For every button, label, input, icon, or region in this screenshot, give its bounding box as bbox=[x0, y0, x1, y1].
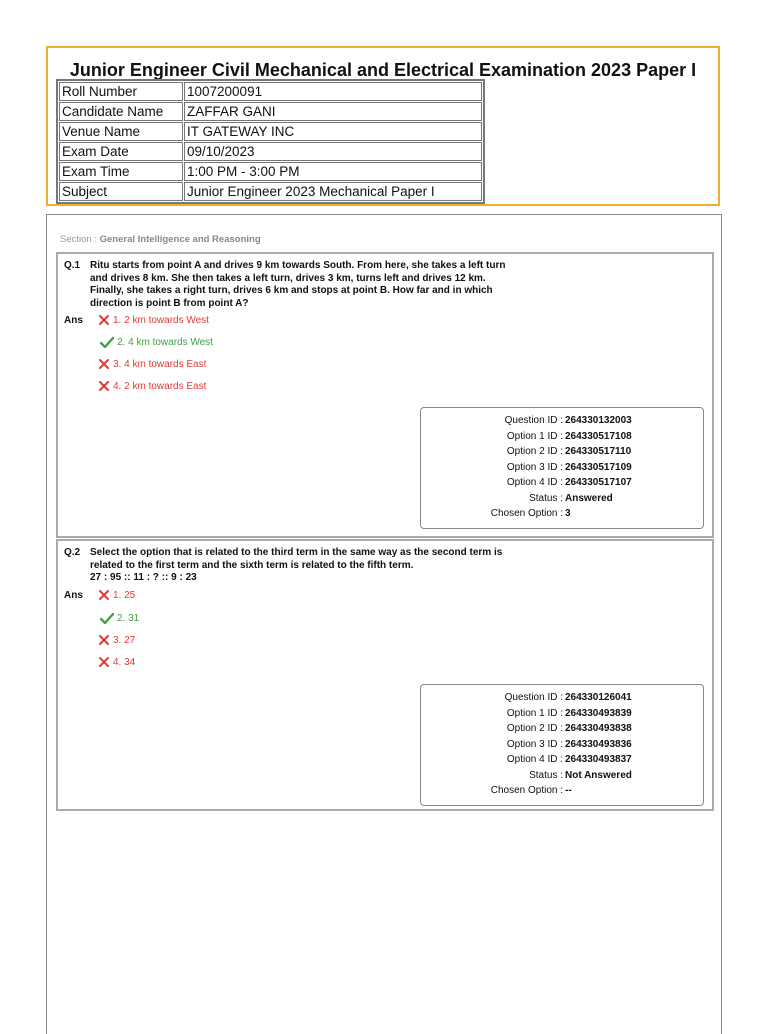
question-number: Q.1 bbox=[64, 260, 81, 271]
roll-number-value: 1007200091 bbox=[184, 82, 482, 101]
meta-key: Option 1 ID : bbox=[506, 430, 563, 442]
ans-label: Ans bbox=[64, 590, 83, 601]
table-row bbox=[59, 122, 482, 141]
meta-option-2-id bbox=[421, 721, 703, 736]
exam-date-label: Exam Date bbox=[59, 142, 183, 161]
option-text: 1. 2 km towards West bbox=[113, 314, 209, 326]
option-1 bbox=[98, 314, 209, 326]
option-4 bbox=[98, 656, 135, 668]
option-text: 2. 4 km towards West bbox=[117, 336, 213, 348]
option-2 bbox=[100, 612, 139, 624]
exam-title: Junior Engineer Civil Mechanical and Electrical Examination 2023 Paper I bbox=[69, 60, 697, 80]
meta-key: Option 2 ID : bbox=[506, 446, 563, 457]
meta-value: Not Answered bbox=[565, 769, 632, 781]
candidate-info-table bbox=[56, 79, 485, 204]
meta-value: 264330517108 bbox=[565, 430, 632, 442]
meta-key: Status : bbox=[529, 492, 563, 504]
section-name: General Intelligence and Reasoning bbox=[99, 234, 261, 245]
meta-option-4-id bbox=[421, 475, 703, 490]
table-row bbox=[59, 182, 482, 201]
meta-value: 264330126041 bbox=[565, 692, 632, 703]
meta-value: 264330493836 bbox=[565, 738, 632, 750]
meta-key: Option 3 ID : bbox=[506, 738, 563, 750]
cross-icon bbox=[98, 589, 110, 601]
meta-option-3-id bbox=[421, 460, 703, 475]
option-text: 2. 31 bbox=[117, 612, 140, 624]
meta-key: Question ID : bbox=[504, 415, 563, 426]
meta-value: 264330517110 bbox=[565, 446, 632, 457]
candidate-name-label: Candidate Name bbox=[59, 102, 183, 121]
subject-value: Junior Engineer 2023 Mechanical Paper I bbox=[184, 182, 482, 201]
exam-time-value: 1:00 PM - 3:00 PM bbox=[184, 162, 482, 181]
meta-key: Option 1 ID : bbox=[506, 707, 563, 719]
meta-question-id bbox=[421, 690, 703, 705]
option-text: 4. 34 bbox=[113, 656, 136, 668]
table-row bbox=[59, 82, 482, 101]
question-panel-1 bbox=[56, 252, 714, 538]
question-text-line: Select the option that is related to the third term in the same way as the second term is bbox=[90, 547, 503, 558]
meta-chosen-option bbox=[421, 783, 703, 798]
question-meta-box bbox=[420, 684, 704, 806]
candidate-name-value: ZAFFAR GANI bbox=[184, 102, 482, 121]
meta-status bbox=[421, 768, 703, 783]
option-text: 1. 25 bbox=[113, 589, 136, 601]
question-meta-box bbox=[420, 407, 704, 529]
meta-value: 264330517107 bbox=[565, 477, 632, 488]
roll-number-label: Roll Number bbox=[59, 82, 183, 101]
option-3 bbox=[98, 358, 206, 370]
question-number: Q.2 bbox=[64, 547, 81, 558]
option-text: 3. 4 km towards East bbox=[113, 358, 207, 370]
cross-icon bbox=[98, 314, 110, 326]
meta-value: -- bbox=[565, 785, 572, 796]
meta-option-4-id bbox=[421, 752, 703, 767]
option-text: 3. 27 bbox=[113, 634, 136, 646]
table-row bbox=[59, 162, 482, 181]
meta-value: Answered bbox=[565, 492, 613, 504]
meta-chosen-option bbox=[421, 506, 703, 521]
option-4 bbox=[98, 380, 206, 392]
ans-label: Ans bbox=[64, 315, 83, 326]
meta-option-3-id bbox=[421, 737, 703, 752]
exam-date-value: 09/10/2023 bbox=[184, 142, 482, 161]
question-panel-2 bbox=[56, 539, 714, 811]
question-text: Ritu starts from point A and drives 9 km towards South. From here, she takes a left turn and drives 8 km. She then takes a left turn, drives 3 km, turns left and drives 12 km. Finally, she takes a right turn, drives 6 km and stops at point B. How far and in which direction is point B from point A? bbox=[90, 260, 506, 309]
question-text bbox=[90, 547, 610, 585]
meta-key: Status : bbox=[529, 769, 563, 781]
meta-value: 264330493839 bbox=[565, 707, 632, 719]
option-1 bbox=[98, 589, 135, 601]
cross-icon bbox=[98, 634, 110, 646]
meta-key: Option 3 ID : bbox=[506, 461, 563, 473]
cross-icon bbox=[98, 358, 110, 370]
check-icon bbox=[100, 612, 114, 624]
option-text: 4. 2 km towards East bbox=[113, 380, 207, 392]
venue-name-label: Venue Name bbox=[59, 122, 183, 141]
table-row bbox=[59, 142, 482, 161]
cross-icon bbox=[98, 656, 110, 668]
meta-option-2-id bbox=[421, 444, 703, 459]
venue-name-value: IT GATEWAY INC bbox=[184, 122, 482, 141]
exam-time-label: Exam Time bbox=[59, 162, 183, 181]
section-label bbox=[60, 234, 261, 245]
meta-value: 264330493838 bbox=[565, 723, 632, 734]
question-text-line: related to the first term and the sixth term is related to the fifth term. bbox=[90, 559, 414, 571]
option-3 bbox=[98, 634, 135, 646]
meta-value: 264330517109 bbox=[565, 461, 632, 473]
meta-value: 264330132003 bbox=[565, 415, 632, 426]
meta-key: Option 4 ID : bbox=[506, 477, 563, 488]
option-2 bbox=[100, 336, 213, 348]
meta-value: 264330493837 bbox=[565, 754, 632, 765]
meta-value: 3 bbox=[565, 508, 571, 519]
section-prefix: Section : bbox=[60, 234, 100, 245]
check-icon bbox=[100, 336, 114, 348]
table-row bbox=[59, 102, 482, 121]
cross-icon bbox=[98, 380, 110, 392]
meta-key: Option 2 ID : bbox=[506, 723, 563, 734]
meta-key: Chosen Option : bbox=[490, 785, 563, 796]
meta-key: Chosen Option : bbox=[490, 508, 563, 519]
meta-status bbox=[421, 491, 703, 506]
question-text-line: 27 : 95 :: 11 : ? :: 9 : 23 bbox=[90, 572, 197, 583]
meta-option-1-id bbox=[421, 706, 703, 721]
meta-key: Option 4 ID : bbox=[506, 754, 563, 765]
meta-key: Question ID : bbox=[504, 692, 563, 703]
meta-question-id bbox=[421, 413, 703, 428]
meta-option-1-id bbox=[421, 429, 703, 444]
subject-label: Subject bbox=[59, 182, 183, 201]
